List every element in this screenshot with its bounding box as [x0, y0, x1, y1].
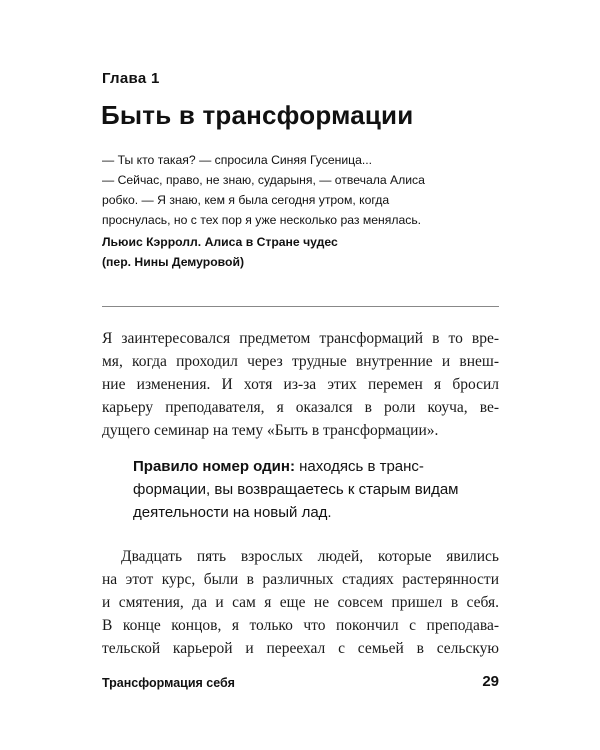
- paragraph-line: тельской карьерой и переехал с семьей в сельскую: [102, 640, 499, 657]
- rule-line: формации, вы возвращаетесь к старым видам: [133, 481, 459, 498]
- paragraph-line: и смятения, да и сам я еще не совсем пришел в себя.: [102, 594, 499, 611]
- paragraph-line: Я заинтересовался предметом трансформаций в то вре-: [102, 330, 499, 347]
- paragraph-line: на этот курс, были в различных стадиях растерянности: [102, 571, 499, 588]
- chapter-label: Глава 1: [102, 70, 160, 87]
- attribution-line: Льюис Кэрролл. Алиса в Стране чудес: [102, 235, 338, 249]
- attribution-line: (пер. Нины Демуровой): [102, 255, 245, 269]
- footer-book-title: Трансформация себя: [102, 676, 235, 690]
- epigraph-line: проснулась, но с тех пор я уже несколько раз менялась.: [102, 213, 422, 227]
- paragraph-line: мя, когда проходил через трудные внутренние и внеш-: [102, 353, 499, 370]
- section-divider: [102, 306, 499, 307]
- rule-line: [133, 455, 499, 478]
- paragraph-2: [102, 545, 499, 660]
- epigraph-attribution: [102, 232, 338, 272]
- paragraph-line: В конце концов, я только что покончил с преподава-: [102, 617, 499, 634]
- paragraph-line: Двадцать пять взрослых людей, которые явились: [121, 548, 499, 565]
- epigraph-line: — Ты кто такая? — спросила Синяя Гусеница...: [102, 153, 373, 167]
- rule-text: находясь в транс-: [294, 458, 424, 475]
- epigraph-line: робко. — Я знаю, кем я была сегодня утром, когда: [102, 193, 390, 207]
- epigraph-line: — Сейчас, право, не знаю, сударыня, — отвечала Алиса: [102, 173, 425, 187]
- chapter-title: Быть в трансформации: [101, 100, 414, 130]
- page-number: 29: [482, 673, 499, 690]
- rule-callout: [133, 455, 499, 524]
- rule-heading: Правило номер один:: [133, 458, 295, 475]
- epigraph: [102, 150, 502, 230]
- paragraph-line: дущего семинар на тему «Быть в трансформации».: [102, 422, 439, 439]
- paragraph-line: ние изменения. И хотя из-за этих перемен я бросил: [102, 376, 499, 393]
- paragraph-line: карьеру преподавателя, я оказался в роли коуча, ве-: [102, 399, 499, 416]
- paragraph-1: [102, 327, 499, 442]
- rule-line: деятельности на новый лад.: [133, 504, 332, 521]
